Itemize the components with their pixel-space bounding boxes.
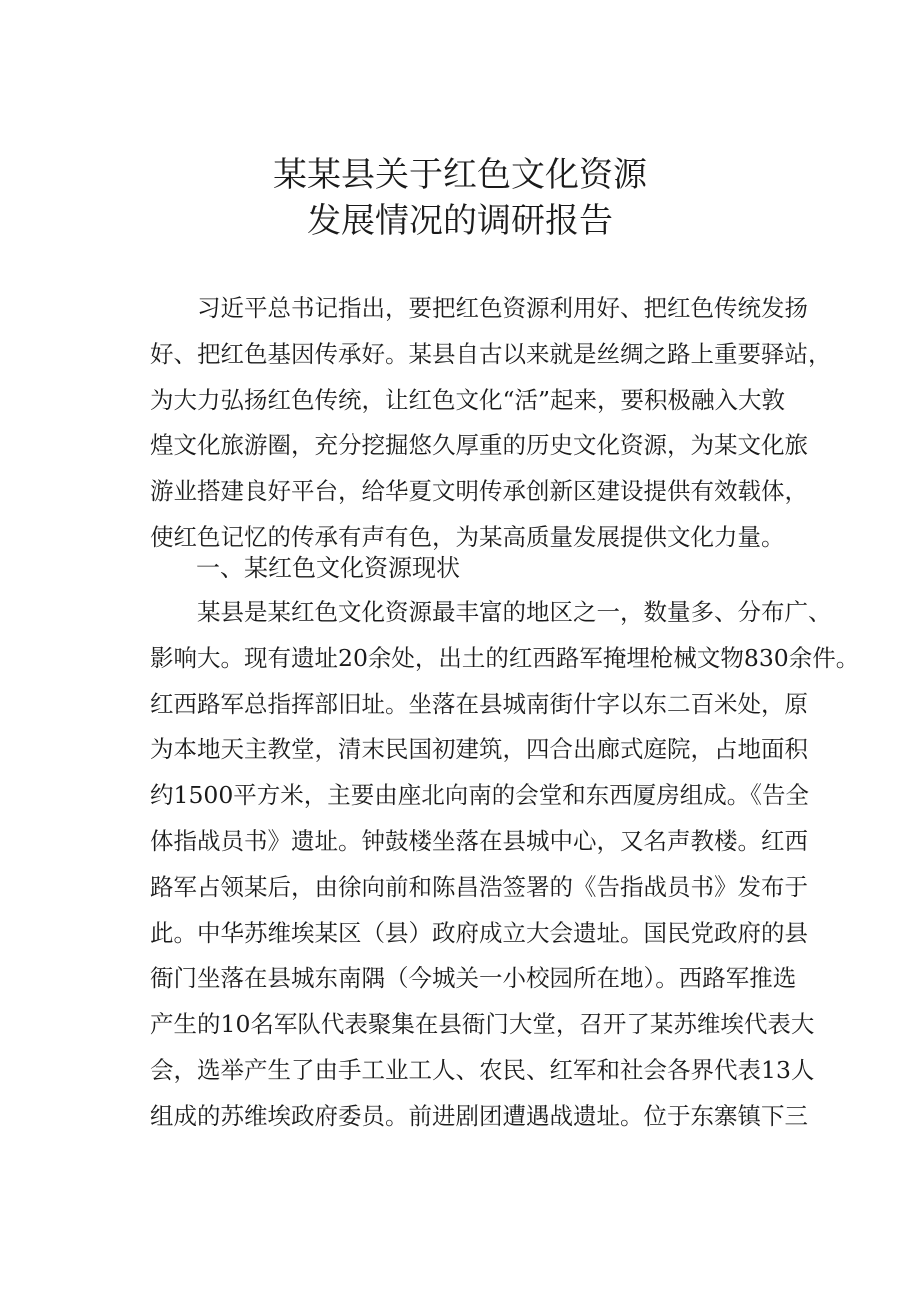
paragraph-line: 衙门坐落在县城东南隅（今城关一小校园所在地）。西路军推选	[150, 964, 797, 993]
paragraph-line: 会，选举产生了由手工业工人、农民、红军和社会各界代表13人	[150, 1055, 815, 1084]
paragraph-line: 煌文化旅游圈，充分挖掘悠久厚重的历史文化资源，为某文化旅	[150, 431, 808, 460]
paragraph-line: 游业搭建良好平台，给华夏文明传承创新区建设提供有效载体，	[150, 477, 808, 506]
paragraph-line: 产生的10名军队代表聚集在县衙门大堂，召开了某苏维埃代表大	[150, 1010, 815, 1039]
paragraph-intro	[150, 286, 832, 561]
paragraph-line: 约1500平方米，主要由座北向南的会堂和东西厦房组成。《告全	[150, 781, 810, 810]
paragraph-line: 为大力弘扬红色传统，让红色文化“活”起来，要积极融入大敦	[150, 385, 786, 414]
paragraph-line: 体指战员书》遗址。钟鼓楼坐落在县城中心，又名声教楼。红西	[150, 826, 808, 855]
title-line-2: 发展情况的调研报告	[307, 201, 613, 241]
paragraph-line: 组成的苏维埃政府委员。前进剧团遭遇战遗址。位于东寨镇下三	[150, 1101, 808, 1130]
title-line-1: 某某县关于红色文化资源	[273, 155, 647, 195]
paragraph-status	[150, 590, 860, 1140]
paragraph-line: 红西路军总指挥部旧址。坐落在县城南街什字以东二百米处，原	[150, 689, 808, 718]
paragraph-line: 使红色记忆的传承有声有色，为某高质量发展提供文化力量。	[150, 522, 785, 551]
paragraph-line: 此。中华苏维埃某区（县）政府成立大会遗址。国民党政府的县	[150, 918, 808, 947]
section-heading: 一、某红色文化资源现状	[196, 554, 460, 582]
document-title	[0, 152, 920, 244]
paragraph-line: 好、把红色基因传承好。某县自古以来就是丝绸之路上重要驿站，	[150, 339, 832, 368]
paragraph-line: 影响大。现有遗址20余处，出土的红西路军掩埋枪械文物830余件。	[150, 643, 860, 672]
paragraph-line: 为本地天主教堂，清末民国初建筑，四合出廊式庭院，占地面积	[150, 735, 808, 764]
paragraph-line: 某县是某红色文化资源最丰富的地区之一，数量多、分布广、	[197, 598, 832, 626]
paragraph-line: 路军占领某后，由徐向前和陈昌浩签署的《告指战员书》发布于	[150, 872, 808, 901]
paragraph-line: 习近平总书记指出，要把红色资源利用好、把红色传统发扬	[197, 294, 808, 322]
